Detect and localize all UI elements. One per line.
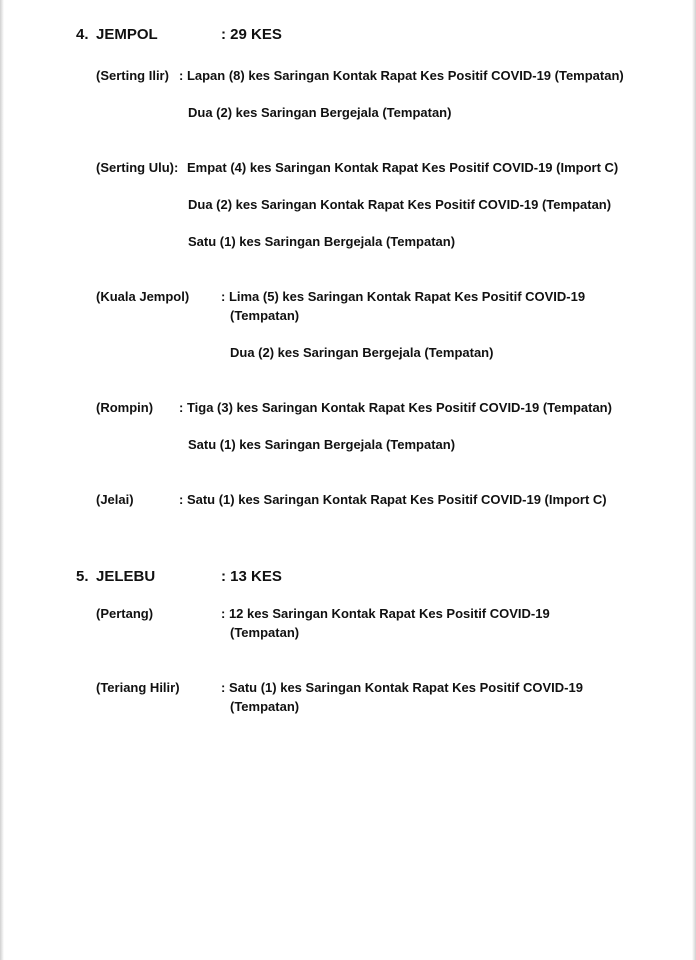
district-number: 5. bbox=[76, 568, 89, 585]
case-line: Satu (1) kes Saringan Bergejala (Tempatan) bbox=[188, 437, 456, 452]
district-total: : 29 KES bbox=[221, 26, 282, 43]
district-number: 4. bbox=[76, 26, 89, 43]
case-line: : Lapan (8) kes Saringan Kontak Rapat Kes Positif COVID-19 (Tempatan) bbox=[179, 68, 624, 83]
area-label: (Serting Ulu): bbox=[96, 160, 179, 175]
case-line: Satu (1) kes Saringan Bergejala (Tempatan) bbox=[188, 234, 456, 249]
case-line: Dua (2) kes Saringan Kontak Rapat Kes Positif COVID-19 (Tempatan) bbox=[188, 197, 612, 212]
case-line: (Tempatan) bbox=[230, 699, 300, 714]
district-name: JELEBU bbox=[96, 568, 156, 585]
case-line: : Tiga (3) kes Saringan Kontak Rapat Kes Positif COVID-19 (Tempatan) bbox=[179, 400, 612, 415]
area-label: (Jelai) bbox=[96, 492, 134, 507]
district-total: : 13 KES bbox=[221, 568, 282, 585]
case-line: : Lima (5) kes Saringan Kontak Rapat Kes Positif COVID-19 bbox=[221, 289, 586, 304]
right-page-edge bbox=[692, 0, 696, 960]
case-line: (Tempatan) bbox=[230, 625, 300, 640]
district-name: JEMPOL bbox=[96, 26, 158, 43]
left-page-edge bbox=[0, 0, 4, 960]
area-label: (Pertang) bbox=[96, 606, 154, 621]
area-label: (Kuala Jempol) bbox=[96, 289, 190, 304]
case-line: : Satu (1) kes Saringan Kontak Rapat Kes Positif COVID-19 bbox=[221, 680, 583, 695]
case-line: Empat (4) kes Saringan Kontak Rapat Kes Positif COVID-19 (Import C) bbox=[187, 160, 619, 175]
case-line: : 12 kes Saringan Kontak Rapat Kes Positif COVID-19 bbox=[221, 606, 550, 621]
case-line: Dua (2) kes Saringan Bergejala (Tempatan) bbox=[188, 105, 452, 120]
area-label: (Rompin) bbox=[96, 400, 154, 415]
case-line: Dua (2) kes Saringan Bergejala (Tempatan) bbox=[230, 345, 494, 360]
case-line: : Satu (1) kes Saringan Kontak Rapat Kes Positif COVID-19 (Import C) bbox=[179, 492, 607, 507]
area-label: (Teriang Hilir) bbox=[96, 680, 180, 695]
area-label: (Serting Ilir) bbox=[96, 68, 169, 83]
case-line: (Tempatan) bbox=[230, 308, 300, 323]
